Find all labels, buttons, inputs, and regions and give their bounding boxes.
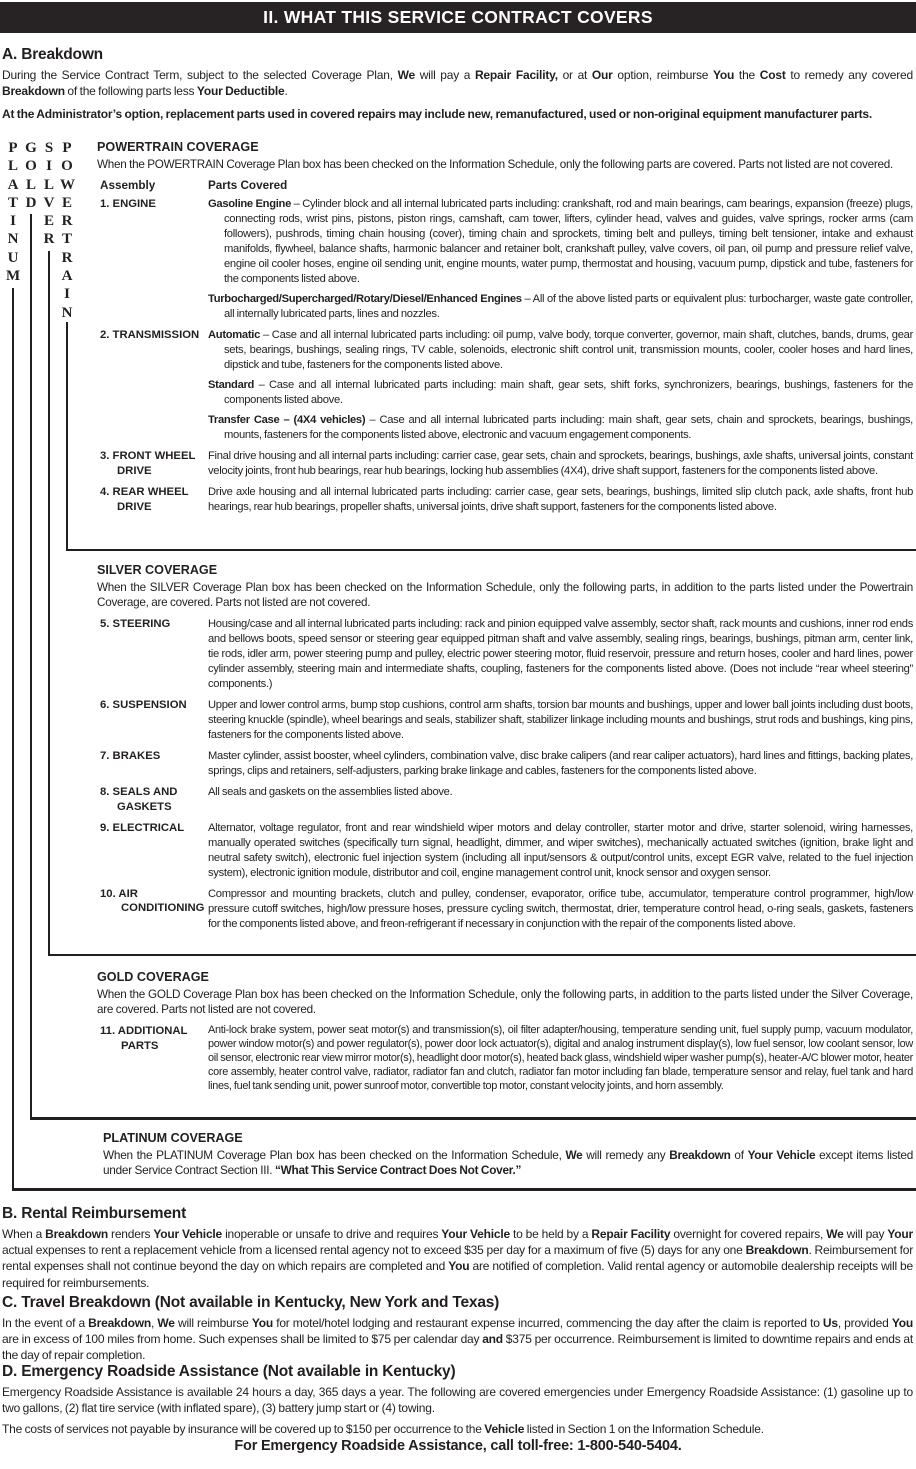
assembly-item-seals-and-gaskets	[97, 785, 913, 814]
parts-paragraph: Standard – Case and all internal lubricated parts including: main shaft, gear sets, shift forks, synchronizers, bearings, bushings, fasteners for the components listed above.	[208, 379, 913, 407]
parts-paragraph: Housing/case and all internal lubricated parts including: rack and pinion equipped valve assembly, sector shaft, rack mounts and cushions, inner rod ends and bellows boots, speed sensor or steering gear equipped pitman shaft and valve assembly, sealing rings, bearings, bushings, pitman arm, center link, tie rods, idler arm, power steering pump and pulley, electric power steering motor, fluid reservoir, pressure and return hoses, cooler and hard lines, power cylinder assembly, steering main and intermediate shafts, coupling, fasteners for the components listed above. (Does not include “rear wheel steering” components.)	[208, 618, 913, 691]
section-a-paragraph-1: During the Service Contract Term, subject to the selected Coverage Plan, We will pay a Repair Facility, or at Our option, reimburse You the Cost to remedy any covered Breakdown of the following parts less Your Deductible.	[2, 68, 913, 99]
item-parts-text	[208, 785, 913, 814]
rail-label-platinum: PLATINUM	[6, 140, 21, 285]
parts-paragraph: Alternator, voltage regulator, front and rear windshield wiper motors and delay controller, starter motor and drive, starter solenoid, wiring harnesses, manually operated switches (specifically turn signal, headlight, dimmer, and wiper switches), mechanically actuated switches (ignition, brake light and neutral safety switch), electronic fuel injection system (including all input/sensors & output/control units, except EGR valve, related to the fuel injection system), electronic ignition module, distributor and coil, engine management control unit, knock sensor and oxygen sensor.	[208, 821, 913, 879]
item-label: 5. STEERING	[100, 618, 171, 631]
item-parts-text	[208, 1024, 913, 1093]
silver-bracket-vertical-line	[48, 251, 50, 956]
assembly-item-suspension	[97, 698, 913, 743]
gold-coverage-block	[97, 970, 913, 1099]
columns-header	[97, 179, 913, 192]
platinum-heading: PLATINUM COVERAGE	[103, 1131, 243, 1145]
silver-coverage-block	[97, 563, 913, 938]
assembly-item-front-wheel-drive	[97, 449, 913, 479]
assembly-item-electrical	[97, 821, 913, 881]
silver-intro: When the SILVER Coverage Plan box has been checked on the Information Schedule, only the following parts, in addition to the parts listed under the Powertrain Coverage, are covered. Parts not listed are not covered.	[97, 581, 913, 610]
parts-paragraph: Gasoline Engine – Cylinder block and all internal lubricated parts including: crankshaft, rod and main bearings, cam bearings, expansion (freeze) plugs, connecting rods, wrist pins, pistons, piston rings, camshaft, cam tower, lifters, cylinder head, valves and guides, valve springs, rocker arms (cam followers), pushrods, timing chain housing (cover), timing chain and sprockets, timing belt and pulleys, timing belt tensioner, intake and exhaust manifolds, flywheel, balance shafts, harmonic balancer and retainer bolt, crankshaft pulley, valve covers, oil pan, oil pump and pressure relief valve, engine oil cooler hoses, engine oil sending unit, engine mounts, water pump, thermostat and housing, vacuum pump, dipstick and tube, fasteners for the components listed above.	[208, 198, 913, 286]
item-parts-text	[208, 821, 913, 881]
assembly-item-additional-parts	[97, 1024, 913, 1093]
item-parts-text	[208, 617, 913, 692]
assembly-item-steering	[97, 617, 913, 692]
section-d-paragraph-2: The costs of services not payable by insurance will be covered up to $150 per occurrence to the Vehicle listed in Section 1 on the Information Schedule.	[2, 1422, 764, 1437]
section-c-paragraph: In the event of a Breakdown, We will reimburse You for motel/hotel lodging and restaurant expense incurred, commencing the day after the claim is reported to Us, provided You are in excess of 100 miles from home. Such expenses shall be limited to $75 per calendar day and $375 per occurrence. Reimbursement is limited to downtime repairs and ends at the day of repair completion.	[2, 1316, 914, 1363]
section-a-breakdown	[2, 46, 913, 130]
page-title: II. WHAT THIS SERVICE CONTRACT COVERS	[263, 7, 653, 27]
gold-bracket-vertical-line	[30, 214, 32, 1119]
item-parts-text	[208, 197, 913, 322]
item-label: 9. ELECTRICAL	[100, 821, 185, 834]
item-label: 1. ENGINE	[100, 198, 156, 211]
item-label: 8. SEALS AND GASKETS	[100, 786, 178, 813]
section-title-bar	[0, 2, 916, 33]
platinum-paragraph: When the PLATINUM Coverage Plan box has been checked on the Information Schedule, We will remedy any Breakdown of Your Vehicle except items listed under Service Contract Section III. “What This Service Contract Does Not Cover.”	[103, 1148, 913, 1178]
section-c-heading: C. Travel Breakdown (Not available in Kentucky, New York and Texas)	[2, 1294, 500, 1311]
section-a-paragraph-2: At the Administrator’s option, replacement parts used in covered repairs may include new, remanufactured, used or non-original equipment manufacturer parts.	[2, 107, 873, 122]
item-label: 10. AIR CONDITIONING	[100, 887, 205, 915]
parts-paragraph: Master cylinder, assist booster, wheel cylinders, combination valve, disc brake calipers (and rear caliper actuators), hard lines and fittings, backing plates, springs, clips and retainers, self-adjusters, parking brake linkage and cables, fasteners for the components listed above.	[208, 750, 913, 778]
assembly-item-rear-wheel-drive	[97, 485, 913, 515]
silver-bracket-horizontal-line	[48, 954, 916, 956]
parts-paragraph: Turbocharged/Supercharged/Rotary/Diesel/Enhanced Engines – All of the above listed parts or equivalent plus: turbocharger, waste gate controller, all internally lubricated parts, lines and nozzles.	[208, 293, 913, 321]
silver-heading: SILVER COVERAGE	[97, 563, 218, 577]
column-header-assembly: Assembly	[100, 179, 156, 193]
powertrain-bracket-vertical-line	[66, 322, 68, 551]
parts-paragraph: Automatic – Case and all internal lubricated parts including: oil pump, valve body, torque converter, governor, main shaft, clutches, bands, drums, gear sets, bearings, bushings, sealing rings, TV cable, solenoids, electronic shift control unit, transmission mounts, cooler, cooler hoses and hard lines, dipstick and tube, fasteners for the components listed above.	[208, 329, 913, 372]
assembly-item-engine	[97, 197, 913, 322]
item-label: 7. BRAKES	[100, 750, 161, 763]
item-label: 2. TRANSMISSION	[100, 329, 200, 342]
rail-label-gold: GOLD	[25, 140, 37, 211]
rail-label-powertrain: POWERTRAIN	[60, 140, 75, 321]
gold-intro: When the GOLD Coverage Plan box has been checked on the Information Schedule, only the following parts, in addition to the parts listed under the Silver Coverage, are covered. Parts not listed are not covered.	[97, 988, 913, 1017]
item-label: 3. FRONT WHEEL DRIVE	[100, 450, 196, 477]
powertrain-heading: POWERTRAIN COVERAGE	[97, 140, 259, 154]
item-parts-text	[208, 698, 913, 743]
item-parts-text	[208, 887, 913, 932]
parts-paragraph: Anti-lock brake system, power seat motor(s) and transmission(s), oil filter adapter/housing, temperature sending unit, fuel supply pump, vacuum modulator, power window motor(s) and power regulator(s), power door lock actuator(s), digital and analog instrument display(s), low fuel sensor, low coolant sensor, low oil sensor, electronic rear view mirror motor(s), headlight door motor(s), heated back glass, windshield wiper washer pump(s), heater-A/C blower motor, heater core assembly, heater control valve, radiator, radiator fan and clutch, radiator fan motor including fan blade, temperature sensor and relay, fuel tank and hard lines, fuel tank sending unit, power sunroof motor, convertible top motor, constant velocity joints, and horn assembly.	[208, 1024, 913, 1092]
section-b-paragraph: When a Breakdown renders Your Vehicle inoperable or unsafe to drive and requires Your Vehicle to be held by a Repair Facility overnight for covered repairs, We will pay Your actual expenses to rent a replacement vehicle from a licensed rental agency not to exceed $35 per day for a maximum of five (5) days for any one Breakdown. Reimbursement for rental expenses shall not continue beyond the day on which repairs are completed and You are notified of completion. Valid rental agency or automobile dealership receipts will be required for reimbursements.	[2, 1227, 914, 1290]
platinum-bracket-horizontal-line	[12, 1188, 916, 1191]
item-parts-text	[208, 485, 913, 515]
powertrain-intro: When the POWERTRAIN Coverage Plan box has been checked on the Information Schedule, only the following parts are covered. Parts not listed are not covered.	[97, 158, 893, 171]
item-label: 6. SUSPENSION	[100, 699, 187, 712]
powertrain-coverage-block	[97, 140, 913, 521]
section-d-paragraph-1: Emergency Roadside Assistance is available 24 hours a day, 365 days a year. The following are covered emergencies under Emergency Roadside Assistance: (1) gasoline up to two gallons, (2) flat tire service (with inflated spare), (3) battery jump start or (4) towing.	[2, 1385, 913, 1416]
section-a-heading: A. Breakdown	[2, 46, 103, 63]
section-c-travel-breakdown	[2, 1294, 913, 1371]
assembly-item-transmission	[97, 328, 913, 443]
item-label: 11. ADDITIONAL PARTS	[100, 1025, 188, 1052]
gold-heading: GOLD COVERAGE	[97, 970, 209, 984]
rail-label-silver: SILVER	[43, 140, 55, 248]
parts-paragraph: Final drive housing and all internal parts including: carrier case, gear sets, chain and sprockets, bearings, bushings, axle shafts, universal joints, constant velocity joints, front hub bearings, rear hub bearings, locking hub assemblies (4X4), drive shaft support, fasteners for the components listed above.	[208, 450, 913, 478]
platinum-coverage-block	[103, 1131, 913, 1179]
section-d-heading: D. Emergency Roadside Assistance (Not available in Kentucky)	[2, 1363, 456, 1380]
column-header-parts-covered: Parts Covered	[208, 179, 288, 193]
gold-bracket-horizontal-line	[30, 1117, 916, 1120]
section-b-heading: B. Rental Reimbursement	[2, 1205, 187, 1222]
parts-paragraph: All seals and gaskets on the assemblies listed above.	[208, 786, 453, 799]
item-parts-text	[208, 449, 913, 479]
platinum-bracket-vertical-line	[12, 288, 14, 1190]
assembly-item-brakes	[97, 749, 913, 779]
emergency-phone-line: For Emergency Roadside Assistance, call toll-free: 1-800-540-5404.	[234, 1438, 682, 1454]
item-label: 4. REAR WHEEL DRIVE	[100, 486, 189, 513]
parts-paragraph: Compressor and mounting brackets, clutch and pulley, condenser, evaporator, orifice tube, accumulator, temperature control programmer, high/low pressure cutoff switches, high/low pressure hoses, pressure cycling switch, thermostat, drier, temperature control head, o-ring seals, gaskets, fasteners for the components listed above, and freon-refrigerant if necessary in conjunction with the repair of the components listed above.	[208, 887, 913, 930]
section-d-emergency-roadside	[2, 1363, 913, 1445]
parts-paragraph: Transfer Case – (4X4 vehicles) – Case and all internal lubricated parts including: main shaft, gear sets, chain and sprockets, bearings, bushings, mounts, fasteners for the components listed above, electronic and vacuum engagement components.	[208, 414, 913, 442]
parts-paragraph: Upper and lower control arms, bump stop cushions, control arm shafts, torsion bar mounts and bushings, upper and lower ball joints including dust boots, steering knuckle (spindle), wheel bearings and seals, stabilizer shaft, stabilizer linkage including mounts and bushings, strut rods and bushings, king pins, fasteners for the components listed above.	[208, 699, 913, 742]
item-parts-text	[208, 749, 913, 779]
section-b-rental-reimbursement	[2, 1205, 913, 1298]
parts-paragraph: Drive axle housing and all internal lubricated parts including: carrier case, gear sets, bearings, bushings, limited slip clutch pack, axle shafts, front hub hearings, rear hub bearings, propeller shafts, universal joints, drive shaft support, fasteners for the components listed above.	[208, 486, 913, 514]
powertrain-bracket-horizontal-line	[66, 549, 916, 551]
assembly-item-air-conditioning	[97, 887, 913, 932]
item-parts-text	[208, 328, 913, 443]
